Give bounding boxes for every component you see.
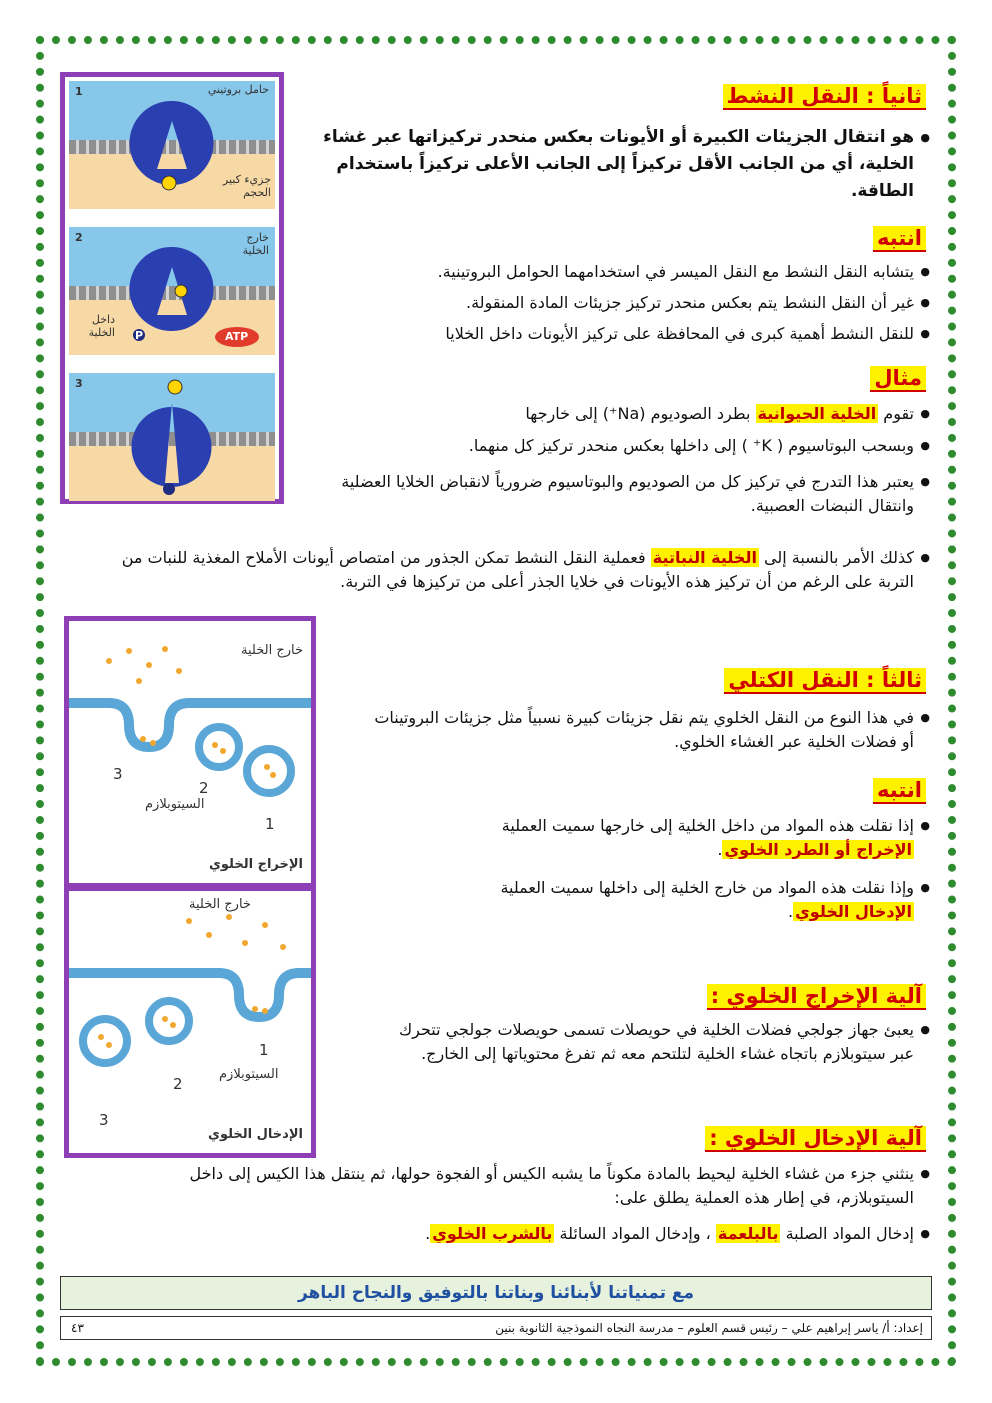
active-transport-heading: ثانياً : النقل النشط (723, 84, 926, 110)
active-transport-definition: ● هو انتقال الجزيئات الكبيرة أو الأيونات بعكس منحدر تركيزاتها عبر غشاء الخلية، أي من الجانب الأقل تركيزاً إلى الجانب الأعلى تركيزاً باستخدام الطاقة. (294, 124, 914, 205)
vesicle (83, 1019, 127, 1063)
large-molecule (168, 380, 182, 394)
example-text: بطرد الصوديوم (Na⁺) إلى خارجها (525, 404, 751, 423)
figure-panel-3 (69, 373, 275, 501)
note-item: ● للنقل النشط أهمية كبرى في المحافظة على تركيز الأيونات داخل الخلايا (294, 322, 914, 346)
note-heading-1: انتبه (873, 226, 926, 252)
footer-credit-bar (60, 1316, 932, 1340)
vesicle (149, 1001, 189, 1041)
stage-number: 2 (173, 1075, 183, 1093)
stage-number: 1 (265, 815, 275, 833)
large-molecule (162, 176, 176, 190)
exocytosis-text: ● يعبئ جهاز جولجي فضلات الخلية في حويصلات تسمى حويصلات جولجي تتحرك عبر سيتوبلازم باتجاه غشاء الخلية لتلتحم معه ثم تفرغ محتوياتها إلى الخارج. (374, 1018, 914, 1066)
panel-number: 3 (75, 377, 83, 390)
active-transport-figure (60, 72, 284, 504)
note-text: وإذا نقلت هذه المواد من خارج الخلية إلى داخلها سميت العملية (500, 878, 914, 897)
footer-wish: مع تمنياتنا لأبنائنا وبناتنا بالتوفيق والنجاح الباهر (60, 1276, 932, 1310)
inside-label: داخل الخلية (88, 313, 115, 339)
exocytosis-highlight: الإخراج أو الطرد الخلوي (724, 840, 912, 859)
vesicle (247, 749, 291, 793)
carrier-protein-shape (132, 403, 212, 487)
cytoplasm-label: السيتوبلازم (219, 1067, 279, 1082)
outside-label: خارج الخلية (242, 231, 269, 257)
page-number: ٤٣ (71, 1321, 84, 1335)
endocytosis-types: ● إدخال المواد الصلبة بالبلعمة ، وإدخال المواد السائلة بالشرب الخلوي. (114, 1222, 914, 1246)
exocytosis-heading: آلية الإخراج الخلوي : (707, 984, 926, 1010)
note-item: ● يتشابه النقل النشط مع النقل الميسر في استخدامهما الحوامل البروتينية. (294, 260, 914, 284)
phosphate-dot (163, 483, 175, 495)
figure-caption: الإدخال الخلوي (208, 1127, 303, 1142)
example-item (294, 402, 914, 426)
figure-caption: الإخراج الخلوي (208, 857, 303, 872)
outside-label: خارج الخلية (241, 643, 303, 658)
cell-membrane (69, 703, 311, 747)
plant-text: فعملية النقل النشط تمكن الجذور من امتصاص أيونات الأملاح المغذية للنبات من التربة على الرغم من أن تركيز هذه الأيونات في خلايا الجذر أعلى من تركيزها في التربة. (121, 548, 914, 591)
carrier-protein-shape (130, 247, 214, 331)
endocytosis-figure (64, 886, 316, 1158)
bulk-transport-intro: ● في هذا النوع من النقل الخلوي يتم نقل جزيئات كبيرة نسبياً مثل جزيئات البروتينات أو فضلات الخلية عبر الغشاء الخلوي. (374, 706, 914, 754)
cytoplasm-label: السيتوبلازم (145, 797, 205, 812)
example-item: ● يعتبر هذا التدرج في تركيز كل من الصوديوم والبوتاسيوم ضرورياً لانقباض الخلايا العضلية وانتقال النبضات العصبية. (294, 470, 914, 518)
carrier-protein-shape (130, 101, 214, 185)
plant-cell-highlight: الخلية النباتية (652, 548, 757, 567)
exocytosis-figure (64, 616, 316, 888)
plant-text: كذلك الأمر بالنسبة إلى (764, 548, 914, 567)
example-item: ● وبسحب البوتاسيوم ( K⁺ ) إلى داخلها بعكس منحدر تركيز كل منهما. (294, 434, 914, 458)
note-item: ● وإذا نقلت هذه المواد من خارج الخلية إلى داخلها سميت العملية الإدخال الخلوي. (374, 876, 914, 924)
outside-label: خارج الخلية (189, 897, 251, 912)
endocytosis-highlight: الإدخال الخلوي (795, 902, 912, 921)
phosphate-label: P (135, 329, 144, 342)
endocytosis-types-text: ، وإدخال المواد السائلة (559, 1224, 711, 1243)
pinocytosis-highlight: بالشرب الخلوي (432, 1224, 553, 1243)
figure-panel-2 (69, 227, 275, 355)
note-item: ● إذا نقلت هذه المواد من داخل الخلية إلى خارجها سميت العملية الإخراج أو الطرد الخلوي. (374, 814, 914, 862)
endocytosis-text: ● ينثني جزء من غشاء الخلية ليحيط بالمادة مكوناً ما يشبه الكيس أو الفجوة حولها، ثم ينتقل هذا الكيس إلى داخل السيتوبلازم، في إطار هذه العملية يطلق على: (114, 1162, 914, 1210)
atp-label: ATP (225, 330, 249, 343)
carrier-label: حامل بروتيني (207, 83, 269, 96)
panel-number: 2 (75, 231, 83, 244)
stage-number: 2 (199, 779, 209, 797)
figure-panel-1 (69, 81, 275, 209)
bulk-transport-heading: ثالثاً : النقل الكتلي (724, 668, 926, 694)
example-text: تقوم (883, 404, 914, 423)
animal-cell-highlight: الخلية الحيوانية (757, 404, 877, 423)
phagocytosis-highlight: بالبلعمة (717, 1224, 779, 1243)
stage-number: 3 (113, 765, 123, 783)
vesicle (199, 727, 239, 767)
plant-cell-paragraph (94, 546, 914, 594)
stage-number: 1 (259, 1041, 269, 1059)
note-text: إذا نقلت هذه المواد من داخل الخلية إلى خارجها سميت العملية (501, 816, 914, 835)
molecule-label: جزيء كبير الحجم (222, 173, 271, 199)
endocytosis-types-text: إدخال المواد الصلبة (785, 1224, 914, 1243)
example-heading: مثال (870, 366, 926, 392)
credit-text: إعداد: أ/ ياسر إبراهيم علي – رئيس قسم العلوم – مدرسة النجاه النموذجية الثانوية بنين (495, 1321, 923, 1335)
note-heading-2: انتبه (873, 778, 926, 804)
endocytosis-heading: آلية الإدخال الخلوي : (705, 1126, 926, 1152)
panel-number: 1 (75, 85, 83, 98)
large-molecule (175, 285, 187, 297)
stage-number: 3 (99, 1111, 109, 1129)
note-item: ● غير أن النقل النشط يتم بعكس منحدر تركيز جزيئات المادة المنقولة. (294, 291, 914, 315)
